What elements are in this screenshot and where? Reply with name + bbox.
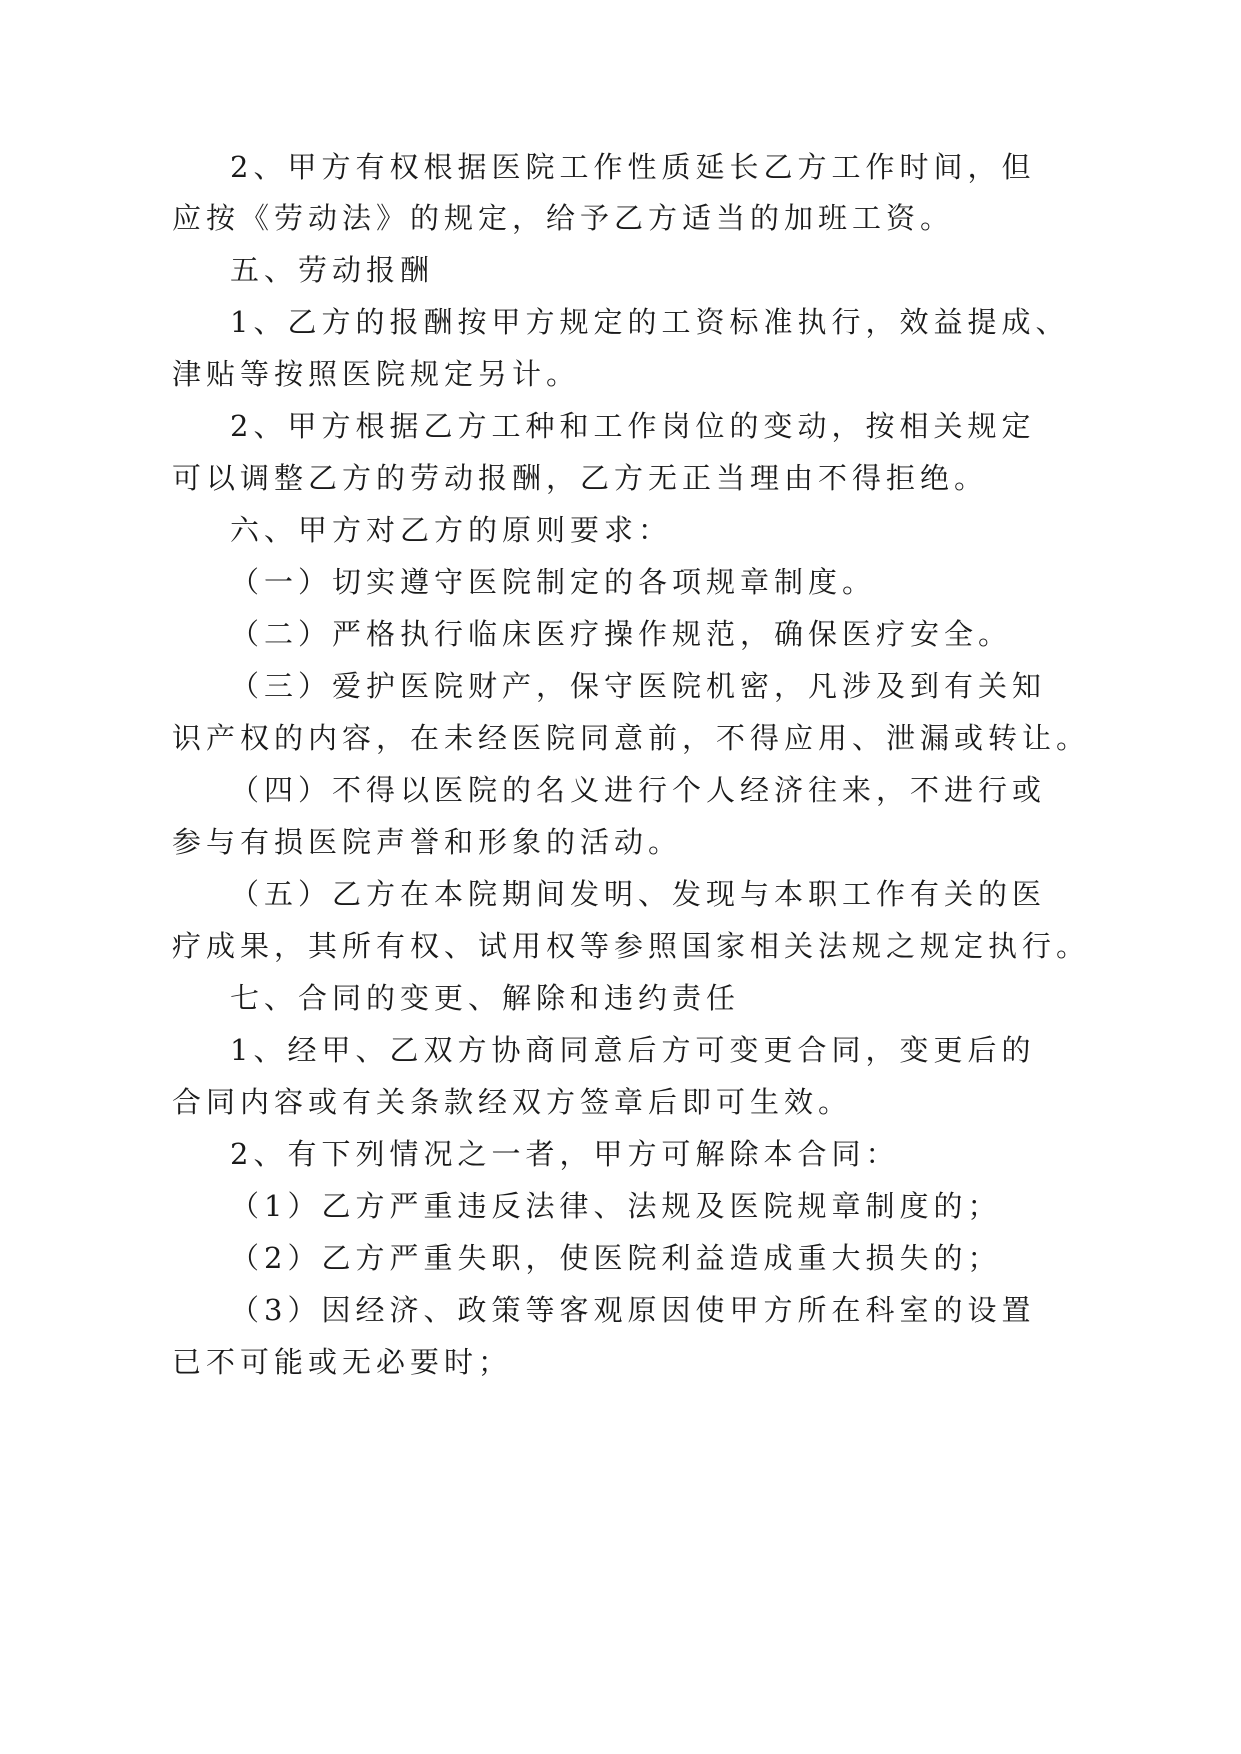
list-item-continuation: 参与有损医院声誉和形象的活动。 bbox=[172, 825, 683, 859]
section-heading: 六、甲方对乙方的原则要求： bbox=[230, 513, 673, 547]
list-item-continuation: 识产权的内容，在未经医院同意前，不得应用、泄漏或转让。 bbox=[172, 721, 1091, 755]
list-item: （三）爱护医院财产，保守医院机密，凡涉及到有关知 bbox=[230, 669, 1047, 703]
list-item: （2）乙方严重失职，使医院利益造成重大损失的； bbox=[230, 1241, 1002, 1275]
section-heading: 五、劳动报酬 bbox=[230, 253, 435, 287]
section-heading: 七、合同的变更、解除和违约责任 bbox=[230, 981, 741, 1015]
paragraph-line: 2、有下列情况之一者，甲方可解除本合同： bbox=[230, 1137, 900, 1171]
list-item: （五）乙方在本院期间发明、发现与本职工作有关的医 bbox=[230, 877, 1047, 911]
paragraph-line: 应按《劳动法》的规定，给予乙方适当的加班工资。 bbox=[172, 201, 955, 235]
list-item: （1）乙方严重违反法律、法规及医院规章制度的； bbox=[230, 1189, 1002, 1223]
list-item: （一）切实遵守医院制定的各项规章制度。 bbox=[230, 565, 877, 599]
list-item-continuation: 已不可能或无必要时； bbox=[172, 1345, 513, 1379]
paragraph-line: 2、甲方根据乙方工种和工作岗位的变动，按相关规定 bbox=[230, 409, 1036, 443]
paragraph-line: 1、经甲、乙双方协商同意后方可变更合同，变更后的 bbox=[230, 1033, 1036, 1067]
list-item: （四）不得以医院的名义进行个人经济往来，不进行或 bbox=[230, 773, 1047, 807]
list-item: （二）严格执行临床医疗操作规范，确保医疗安全。 bbox=[230, 617, 1013, 651]
paragraph-line: 可以调整乙方的劳动报酬，乙方无正当理由不得拒绝。 bbox=[172, 461, 989, 495]
paragraph-line: 1、乙方的报酬按甲方规定的工资标准执行，效益提成、 bbox=[230, 305, 1070, 339]
list-item: （3）因经济、政策等客观原因使甲方所在科室的设置 bbox=[230, 1293, 1036, 1327]
paragraph-line: 津贴等按照医院规定另计。 bbox=[172, 357, 581, 391]
paragraph-line: 合同内容或有关条款经双方签章后即可生效。 bbox=[172, 1085, 853, 1119]
paragraph-line: 2、甲方有权根据医院工作性质延长乙方工作时间，但 bbox=[230, 150, 1036, 184]
list-item-continuation: 疗成果，其所有权、试用权等参照国家相关法规之规定执行。 bbox=[172, 929, 1091, 963]
